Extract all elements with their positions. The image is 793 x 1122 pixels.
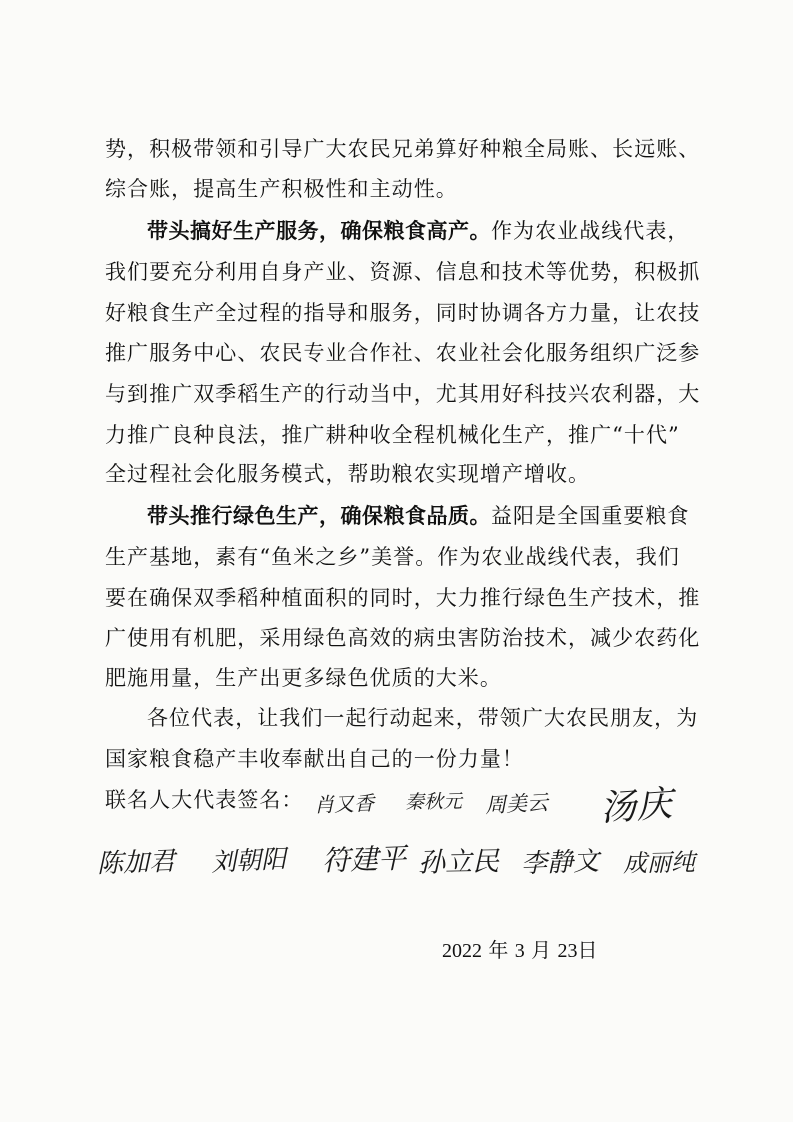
signature-label: 联名人大代表签名： [105, 788, 304, 812]
paragraph-line: 力推广良种良法，推广耕种收全程机械化生产，推广“十代” [105, 423, 680, 447]
paragraph-line: 要在确保双季稻种植面积的同时，大力推行绿色生产技术，推 [105, 586, 701, 610]
paragraph-line [147, 219, 689, 243]
paragraph-heading: 带头推行绿色生产，确保粮食品质。 [147, 504, 491, 528]
paragraph-line: 肥施用量，生产出更多绿色优质的大米。 [105, 666, 502, 690]
handwritten-signature: 刘朝阳 [210, 844, 287, 877]
handwritten-signature: 符建平 [321, 841, 407, 878]
date-year-unit: 年 [488, 938, 509, 962]
paragraph-line: 各位代表，让我们一起行动起来，带领广大农民朋友，为 [147, 706, 699, 730]
handwritten-signature: 秦秋元 [404, 790, 463, 814]
date-day: 23 [557, 940, 578, 962]
date-month-unit: 月 [531, 938, 552, 962]
date-day-unit: 日 [577, 938, 598, 962]
paragraph-line: 综合账，提高生产积极性和主动性。 [105, 177, 458, 201]
date-month: 3 [514, 940, 525, 962]
handwritten-signature: 周美云 [484, 790, 549, 818]
document-date [442, 938, 597, 963]
paragraph-line: 国家粮食稳产丰收奉献出自己的一份力量！ [105, 747, 524, 771]
paragraph-line: 与到推广双季稻生产的行动当中，尤其用好科技兴农利器，大 [105, 382, 701, 406]
handwritten-signature: 李静文 [520, 846, 600, 880]
paragraph-line: 全过程社会化服务模式，帮助粮农实现增产增收。 [105, 462, 591, 486]
paragraph-line: 广使用有机肥，采用绿色高效的病虫害防治技术，减少农药化 [105, 626, 701, 650]
paragraph-line: 好粮食生产全过程的指导和服务，同时协调各方力量，让农技 [105, 301, 701, 325]
handwritten-signature: 孙立民 [417, 846, 500, 879]
paragraph-line: 推广服务中心、农民专业合作社、农业社会化服务组织广泛参 [105, 341, 701, 365]
paragraph-line: 生产基地，素有“鱼米之乡”美誉。作为农业战线代表，我们 [105, 545, 680, 569]
paragraph-line [147, 504, 689, 528]
paragraph-line: 我们要充分利用自身产业、资源、信息和技术等优势，积极抓 [105, 260, 701, 284]
paragraph-text: 作为农业战线代表， [491, 219, 690, 243]
handwritten-signature: 肖又香 [313, 790, 375, 818]
handwritten-signature: 陈加君 [96, 846, 176, 880]
paragraph-text: 益阳是全国重要粮食 [491, 504, 690, 528]
handwritten-signature: 汤庆 [598, 783, 674, 830]
paragraph-heading: 带头搞好生产服务，确保粮食高产。 [147, 219, 491, 243]
paragraph-line: 势，积极带领和引导广大农民兄弟算好种粮全局账、长远账、 [105, 137, 701, 161]
handwritten-signature: 成丽纯 [622, 848, 696, 878]
date-year: 2022 [442, 940, 482, 962]
